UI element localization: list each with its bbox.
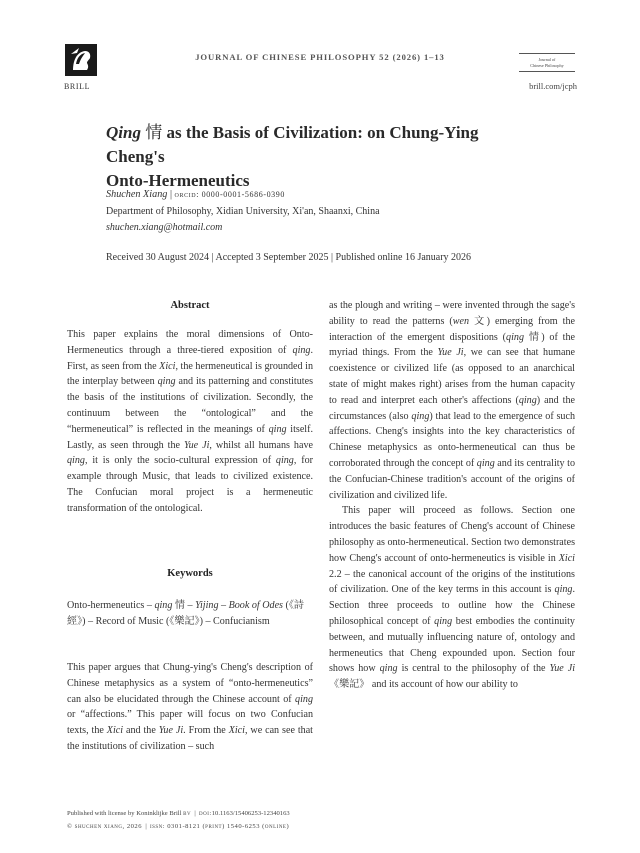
intro-paragraph-1a: [67, 660, 313, 755]
text-run: 文) emerging from the interaction of the emergent dispositions (: [329, 315, 575, 343]
italic-term: Yue Ji: [437, 347, 464, 359]
text-run: ) that lead to the emergence of such affections. Cheng's insights into the key characteristics of Chinese metaphysics as onto-hermeneutical can thus be corroborated through the concept of: [329, 410, 575, 469]
text-run: and the: [123, 725, 159, 737]
title-line2: Onto-Hermeneutics: [106, 171, 250, 190]
text-run: This paper argues that Chung-ying's Cheng's description of Chinese metaphysics as a system of “onto-hermeneutics” can also be elucidated through the Chinese account of: [67, 662, 313, 705]
journal-url-link[interactable]: brill.com/jcph: [529, 81, 577, 91]
italic-term: Xici: [159, 360, 176, 372]
text-run: . First, as seen from the: [67, 344, 313, 372]
text-run: 《樂記》 and its account of how our ability to: [329, 679, 518, 691]
text-run: , the hermeneutical is grounded in the interplay between: [67, 360, 313, 388]
text-run: ) and the circumstances (also: [329, 394, 575, 422]
text-run: , for example through Music, that leads to civilized existence. The Confucian moral project is a hermeneutic transformation of the ontological.: [67, 455, 313, 514]
italic-term: Yijing: [195, 600, 219, 611]
author-name: Shuchen Xiang: [106, 189, 168, 200]
text-run: , we can see that humane coexistence or civilized life (as opposed to an anarchical state of might makes right) arises from the human capacity to read and interpret each other's affections (: [329, 347, 575, 406]
author-line: [106, 189, 285, 200]
intro-left-column: [67, 660, 313, 755]
text-run: This paper explains the moral dimensions of Onto-Hermeneutics through a three-tiered exposition of: [67, 329, 313, 356]
text-run: . From the: [183, 725, 229, 737]
journal-mini-title-line2: Chinese Philosophy: [530, 62, 564, 68]
text-run: and its centrality to the Confucian-Chinese tradition's account of the origins of civilization and civilized life.: [329, 457, 575, 501]
journal-running-head: JOURNAL OF CHINESE PHILOSOPHY 52 (2026) 1–13: [195, 52, 445, 62]
italic-term: qing: [154, 600, 173, 611]
title-rest: as the Basis of Civilization: on Chung-Ying Cheng's: [106, 123, 479, 166]
separator: |: [143, 823, 150, 830]
text-run: 2.2 – the canonical account of the origins of the institutions of civilization. One of the key terms in this account is: [329, 568, 575, 596]
author-email[interactable]: shuchen.xiang@hotmail.com: [106, 222, 223, 233]
italic-term: qing: [476, 457, 495, 469]
text-run: . Section three proceeds to outline how the Chinese philosophical concept of: [329, 584, 575, 627]
italic-term: Xici: [558, 552, 575, 564]
publication-dates: Received 30 August 2024 | Accepted 3 September 2025 | Published online 16 January 2026: [106, 252, 472, 263]
italic-term: qing: [518, 394, 537, 406]
license-text: Published with license by Koninklijke Brill: [67, 810, 182, 817]
text-run: This paper will proceed as follows. Section one introduces the basic features of Cheng's account of Chinese philosophy as onto-hermeneutical. Section two demonstrates how Cheng's account of onto-hermeneutics is visible in: [329, 505, 575, 564]
italic-term: Xici: [228, 725, 245, 737]
italic-term: qing: [434, 615, 453, 627]
journal-mini-title-line1: Journal of: [538, 57, 556, 62]
article-title: [106, 121, 526, 193]
italic-term: Xici: [106, 725, 124, 737]
doi-link[interactable]: 10.1163/15406253-12340163: [211, 810, 290, 817]
italic-term: qing: [157, 376, 176, 388]
intro-paragraph-2: [329, 503, 575, 693]
abstract-paragraph: [67, 327, 313, 517]
text-run: (《詩經》) – Record of Music (《樂記》) – Confucianism: [67, 600, 305, 627]
text-run: , we can see that the institutions of civilization – such: [67, 725, 313, 752]
doi-label: doi:: [199, 810, 212, 817]
italic-term: Yue Ji: [183, 439, 210, 451]
italic-term: Yue Ji: [158, 725, 184, 737]
italic-term: qing: [295, 693, 313, 705]
intro-right-column: [329, 298, 575, 693]
text-run: or “affections.” This paper will focus on two Confucian texts, the: [67, 709, 313, 737]
abstract-body: [67, 327, 313, 517]
text-run: and its patterning and constitutes the basis of the institutions of civilization. Secondly, the continuum between the “ontological” and the “hermeneutical” is reflected in the meanings of: [67, 376, 313, 435]
title-cjk: 情: [145, 123, 163, 143]
title-italic: Qing: [106, 123, 141, 142]
orcid-label: orcid:: [174, 190, 200, 199]
italic-term: qing: [275, 455, 294, 467]
text-run: 情) of the myriad things. From the: [329, 331, 576, 359]
italic-term: qing: [554, 584, 573, 596]
italic-term: qing: [506, 331, 524, 343]
text-run: , whilst all humans have: [209, 439, 313, 451]
copyright-text: © shuchen xiang, 2026: [67, 823, 143, 830]
license-suffix: bv: [183, 810, 192, 817]
journal-mini-logo: [519, 53, 575, 72]
publisher-name: BRILL: [64, 82, 91, 91]
italic-term: Book of Odes: [228, 600, 283, 611]
copyright-line: [67, 823, 289, 830]
text-run: –: [218, 600, 229, 611]
text-run: 情 –: [172, 600, 196, 611]
orcid-id[interactable]: 0000-0001-5686-0390: [201, 190, 285, 199]
abstract-heading: Abstract: [170, 300, 210, 311]
italic-term: qing: [411, 410, 430, 422]
text-run: itself. Lastly, as seen through the: [67, 423, 313, 451]
text-run: as the plough and writing – were invented through the sage's ability to read the patterns (: [329, 300, 575, 327]
text-run: , it is only the socio-cultural expression of: [84, 455, 276, 467]
license-line: [67, 810, 290, 817]
text-run: is central to the philosophy of the: [397, 663, 550, 675]
separator: |: [192, 810, 199, 817]
text-run: Onto-hermeneutics –: [67, 600, 155, 611]
keywords-list: [67, 598, 313, 630]
issn-text: issn: 0301-8121 (print) 1540-6253 (online): [149, 823, 290, 830]
italic-term: qing: [268, 423, 287, 435]
text-run: best embodies the continuity between, and mutually influencing nature of, ontology and hermeneutics that Cheng expounded upon. Section four shows how: [329, 615, 575, 675]
italic-term: wen: [452, 315, 470, 327]
keywords-body: [67, 598, 313, 630]
italic-term: qing: [67, 455, 85, 467]
keywords-heading: Keywords: [167, 568, 213, 579]
italic-term: qing: [292, 344, 311, 356]
italic-term: Yue Ji: [549, 663, 576, 675]
intro-paragraph-1b: [329, 298, 575, 503]
italic-term: qing: [379, 663, 398, 675]
author-affiliation: Department of Philosophy, Xidian University, Xi'an, Shaanxi, China: [106, 206, 380, 217]
separator: |: [169, 189, 175, 200]
